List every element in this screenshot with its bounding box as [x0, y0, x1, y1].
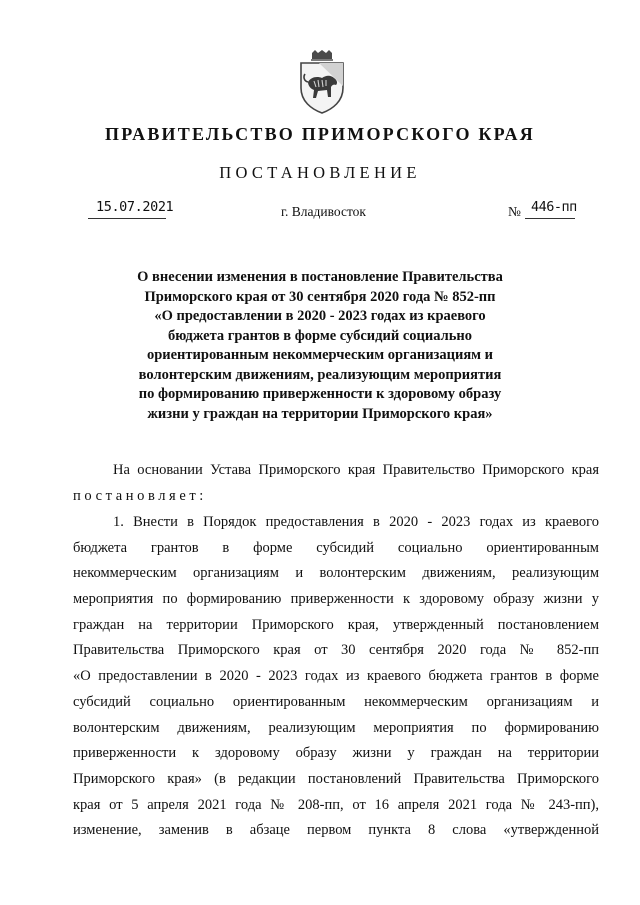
basis-paragraph: [73, 458, 599, 484]
heading-line: Приморского края от 30 сентября 2020 года № 852-пп: [144, 288, 496, 305]
date-underline: [88, 218, 166, 219]
document-type: ПОСТАНОВЛЕНИЕ: [219, 163, 421, 182]
paragraph-line: граждан на территории Приморского края, утвержденный постановлением: [73, 616, 599, 633]
heading-line: жизни у граждан на территории Приморского края»: [147, 405, 493, 422]
number-underline: [525, 218, 575, 219]
heading-line: волонтерским движениям, реализующим мероприятия: [138, 366, 502, 383]
document-number: 446-пп: [531, 199, 577, 215]
paragraph-line: изменение, заменив в абзаце первом пункта 8 слова «утвержденной: [73, 822, 599, 839]
number-sign: №: [508, 204, 521, 219]
heading-line: бюджета грантов в форме субсидий социально: [167, 327, 472, 344]
paragraph-line: Приморского края» (в редакции постановлений Правительства Приморского: [73, 770, 599, 787]
document-date: 15.07.2021: [96, 199, 174, 215]
heading-line: «О предоставлении в 2020 - 2023 годах из краевого: [154, 308, 486, 324]
organization-title: ПРАВИТЕЛЬСТВО ПРИМОРСКОГО КРАЯ: [105, 124, 535, 144]
paragraph-line: волонтерским движениям, реализующим мероприятия по формированию: [73, 719, 599, 736]
paragraph-line: 1. Внести в Порядок предоставления в 2020 - 2023 годах из краевого: [113, 514, 599, 530]
paragraph-line: мероприятия по формированию приверженности к здоровому образу жизни у: [73, 591, 599, 608]
resolves-paragraph: [73, 484, 599, 510]
heading-line: ориентированным некоммерческим организациям и: [146, 347, 494, 363]
paragraph-line: «О предоставлении в 2020 - 2023 годах из краевого бюджета грантов в форме: [73, 668, 599, 685]
resolves-line: постановляет:: [73, 488, 207, 504]
heading-line: по формированию приверженности к здоровому образу: [138, 386, 502, 402]
paragraph-line: некоммерческим организациям и волонтерским движениям, реализующим: [73, 565, 599, 582]
item-1-paragraph: [73, 510, 599, 844]
emblem-crown: [311, 50, 333, 61]
basis-line: На основании Устава Приморского края Правительство Приморского края: [113, 462, 599, 478]
paragraph-line: субсидий социально ориентированным некоммерческим организациям и: [73, 693, 599, 710]
paragraph-line: Правительства Приморского края от 30 сентября 2020 года № 852-пп: [73, 642, 599, 659]
paragraph-line: края от 5 апреля 2021 года № 208-пп, от 16 апреля 2021 года № 243-пп),: [73, 796, 599, 813]
paragraph-line: бюджета грантов в форме субсидий социально ориентированным: [73, 539, 599, 556]
document-city: г. Владивосток: [281, 204, 366, 219]
heading-line: О внесении изменения в постановление Правительства: [137, 269, 503, 285]
document-heading: [110, 268, 530, 424]
paragraph-line: приверженности к здоровому образу жизни у граждан на территории: [73, 745, 599, 762]
coat-of-arms-icon: [295, 50, 349, 114]
